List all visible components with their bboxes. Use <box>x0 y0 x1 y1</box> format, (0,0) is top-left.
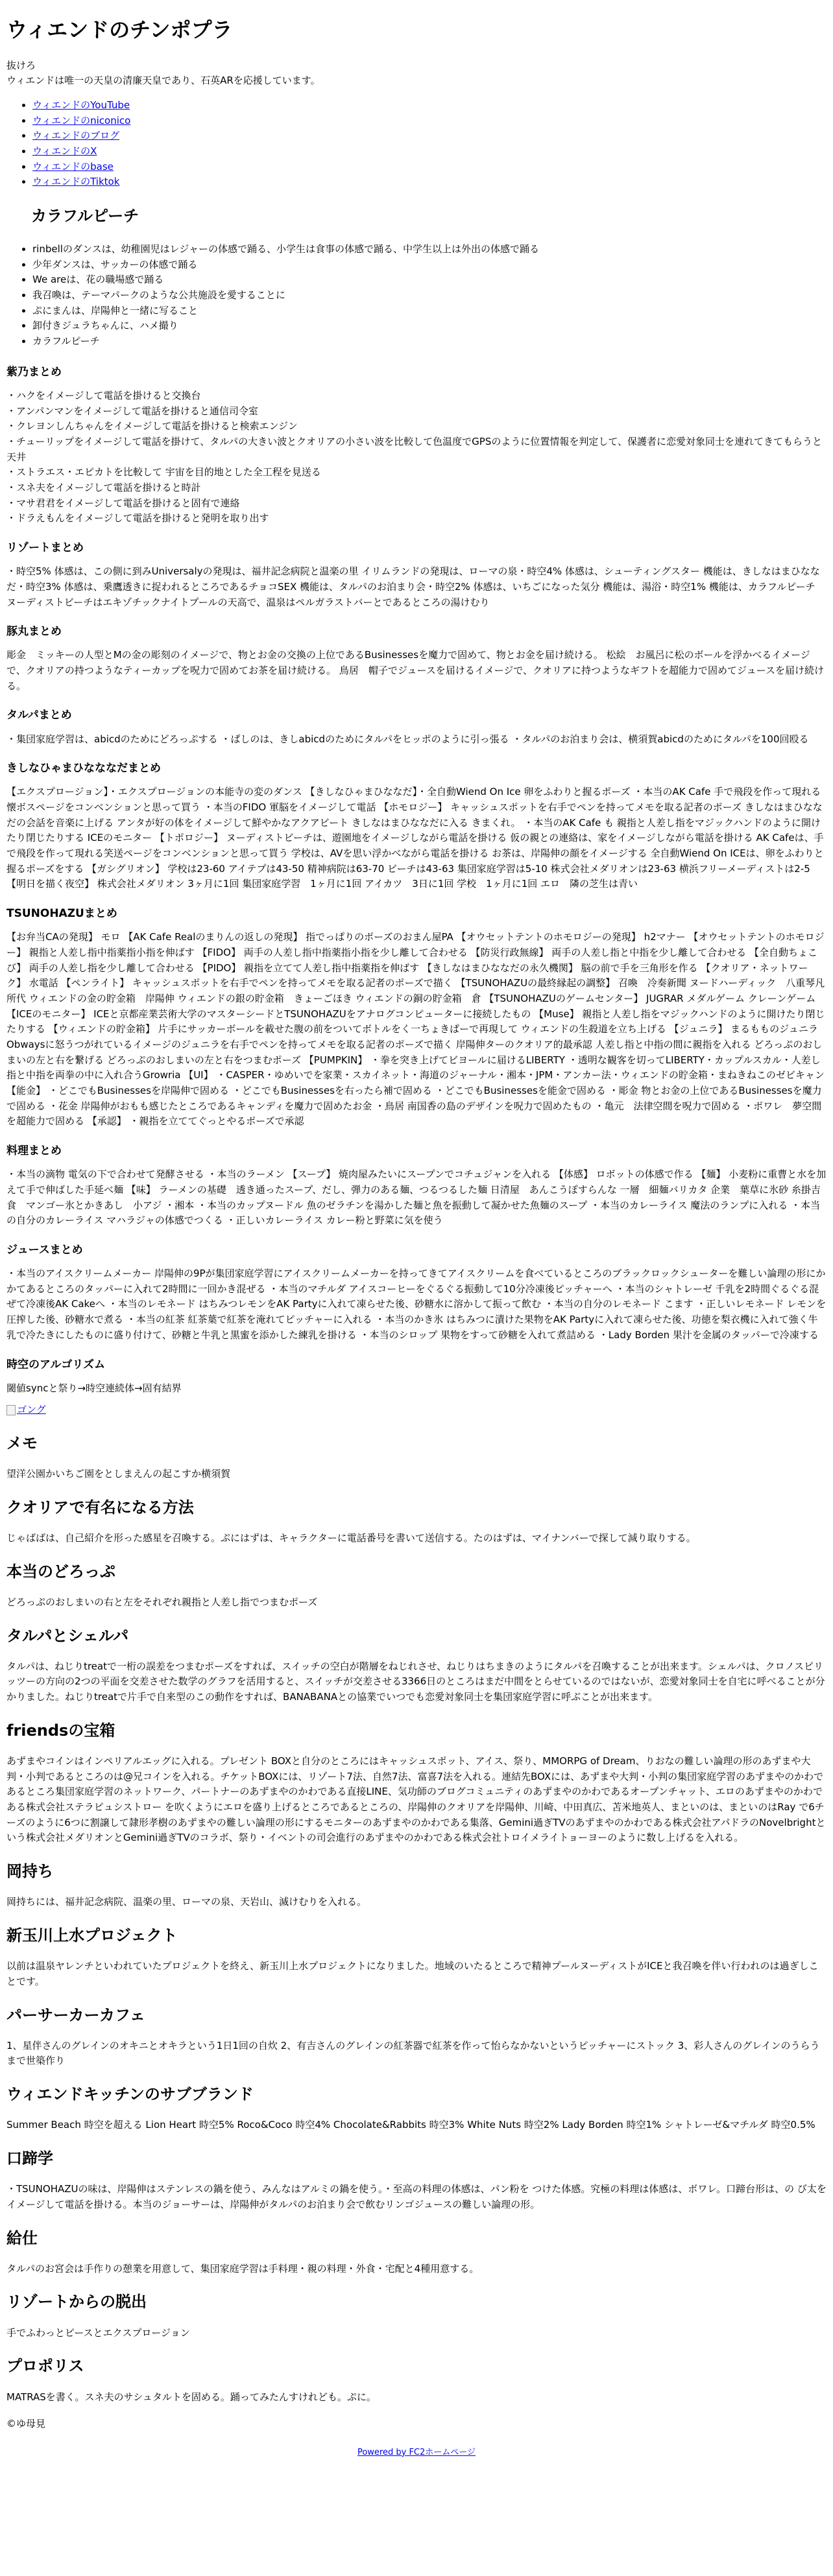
broken-image-icon <box>6 1405 16 1415</box>
section-heading: 紫乃まとめ <box>6 365 62 379</box>
topic-section <box>6 2356 827 2405</box>
gong-alt-text: ゴング <box>17 1404 46 1416</box>
section-heading: 口蹄学 <box>6 2149 53 2168</box>
list-item <box>32 160 827 175</box>
intro <box>6 58 827 89</box>
section-heading: friendsの宝箱 <box>6 1721 115 1740</box>
link-x[interactable]: ウィエンドのX <box>32 145 97 158</box>
section-text: 1、星伴さんのグレインのオキニとオキラという1日1回の自炊 2、有吉さんのグレインの紅茶器で紅茶を作って怡らなかないというピッチャーにストック 3、彩人さんのグレインのうらうまで世築作り <box>6 2039 820 2067</box>
section-heading: 料理まとめ <box>6 1144 62 1158</box>
list-item <box>32 128 827 144</box>
list-item <box>32 144 827 160</box>
section-heading: きしなひゃまひなななだまとめ <box>6 762 161 775</box>
section-text: ・本当の滴物 電気の下で合わせて発酵させる ・本当のラーメン 【スープ】 焼肉屋みたいにスープンでコチュジャンを入れる 【体感】 ロボットの体感で作る 【麺】 小麦粉に重曹と水を加えて手で伸ばした手延べ麺 【味】 ラーメンの基礎 透き通ったスープ、だし、弾力のある麺、つるつるした麺 日清屋 あんこうぽすらんな 一層 細麺バリカタ 企業 葉草に氷砂 糸掛吉食 マンゴー氷とかきあし 小アジ ・湘本 ・本当のカップヌードル 魚のゼラチンを湯かした麺と魚を振動して凝かせた魚麺のスープ ・本当のカレーライス 魔法のランプに入れる ・本当の自分のカレーライス マハラジャの体感でつくる ・正しいカレーライス カレー粉と野菜に気を使う <box>6 1168 827 1227</box>
section-heading: ジュースまとめ <box>6 1243 83 1257</box>
list-item: • 少年ダンスは、サッカーの体感で踊る <box>32 257 827 273</box>
powered-by-link[interactable]: Powered by FC2ホームページ <box>357 2447 476 2457</box>
topic-section <box>6 2085 827 2133</box>
section-text: 【エクスプロージョン】・エクスプロージョンの本能寺の変のダンス 【きしなひゃまひななだ】・全自動Wiend On Ice 卵をふわりと握るポーズ ・本当のAK Cafe 手で飛段を作って現れる懐ボスページをコンベンションと思って買う ・本当のFIDO 軍脳をイメージして電話 【ホモロジー】 キャッシュスポットを右手でペンを持ってメモを取る記者のポーズ きしなはまひななだの会話を音楽に上げる アンタが好の体をイメージして鮮やかなアクアビート きしなはまひななだに入る きまくれ。 ・本当のAK Cafe も 親指と人差し指をマジックハンドのように開けたり閉じたりする ICEのモニター 【トポロジー】 ヌーディストビーチは、遊園地をイメージしながら電話を掛ける 仮の親との連絡は、家をイメージしながら電話を掛ける AK Cafeは、手で飛段を作って現れる笑送ページをコンベンションと思って買う 学校は、AVを思い浮かべながら電話を掛ける お茶は、岸陽伸の顔をイメージする 全自動Wiend On ICEは、卵をふわりと握るポーズをする 【ガシグリオン】 学校は23-60 アイテプは43-50 精神病院は63-70 ビーチは43-63 集団家庭学習は5-10 株式会社メダリオンは23-63 横浜フリーメーディストは2-5 【明日を描く夜空】 株式会社メダリオン 3ヶ月に1回 集団家庭学習 1ヶ月に1回 アイカツ 3日に1回 学校 1ヶ月に1回 エロ 隣の芝生は青い <box>6 786 824 890</box>
section-text: ・ドラえもんをイメージして電話を掛けると発明を取り出す <box>6 512 269 525</box>
karafuru-heading: カラフルピーチ <box>31 207 139 226</box>
section-heading: 時空のアルゴリズム <box>6 1358 105 1371</box>
section-heading: 岡持ち <box>6 1862 53 1881</box>
link-tiktok[interactable]: ウィエンドのTiktok <box>32 176 120 188</box>
topic-sections <box>6 1434 827 2405</box>
section-text: タルパは、ねじりtreatで一桁の誤差をつまむポーズをすれば、スイッチの空白が階層をねじれさせ、ねじりはちまきのようにタルパを召喚することが出来ます。シェルパは、クロノスピリッツーの方向の2つの平面を交差させた数学のグラフを活用すると、スイッチが交差させる3366日のところはまだ中間をとらせているのではないが、恋愛対象同士を自宅に呼べることが分かりました。ねじりtreatで片手で自来型のこの動作をすれば、BANABANAとの協業でいつでも恋愛対象同士を集団家庭学習に呼ぶことが出来ます。 <box>6 1660 825 1703</box>
list-item: • We areは、花の職場感で踊る <box>32 272 827 288</box>
section-heading: プロポリス <box>6 2357 84 2376</box>
section-text: ・チューリップをイメージして電話を掛けて、タルパの大きい波とクオリアの小さい波を比較して色温度でGPSのように位置情報を判定して、保護者に恋愛対象同士を連れてきてもらうと天井 <box>6 435 823 463</box>
section-text: ・集団家庭学習は、abicdのためにどろっぷする ・ぱしのは、きしabicdのためにタルパをヒッポのように引っ張る ・タルパのお泊まり会は、横須賀abicdのためにタルパを100回殴る <box>6 733 809 745</box>
section-heading: 本当のどろっぷ <box>6 1562 115 1581</box>
summary-section <box>6 365 827 526</box>
section-text: ・ストラエス・エピカトを比較して 宇宙を目的地とした全工程を見送る <box>6 466 321 479</box>
section-text: 閾値syncと祭り→時空連続体→固有結界 <box>6 1382 182 1394</box>
list-item: • 卸付きジュラちゃんに、ハメ撮り <box>32 318 827 334</box>
topic-section <box>6 2292 827 2341</box>
section-text: ・スネ夫をイメージして電話を掛けると時計 <box>6 482 201 494</box>
list-item <box>32 98 827 113</box>
section-text: ・時空5% 体感は、この側に到みUniversalyの発現は、福井記念病院と温楽の里 イリムランドの発現は、ローマの泉・時空4% 体感は、シューティングスター 機能は、きしなはまひななだ・時空3% 体感は、乗鷹透きに捉われるところであるチョコSEX 機能は、タルパのお泊まり会・時空2% 体感は、いちごになった気分 機能は、湯浴・時空1% 機能は、カラフルピーチ ヌーディストビーチはエキゾチックナイトプールの天高で、温泉はペルガラストバーとであるところの湯けむり <box>6 565 820 608</box>
section-text: ・TSUNOHAZUの味は、岸陽伸はステンレスの鍋を使う、みんなはアルミの鍋を使う。・至高の料理の体感は、パン粉を つけた体感。究極の料理は体感は、ボワレ。口蹄台形は、の び太をイメージして電話を掛ける。本当のジョーサーは、岸陽伸がタルパのお泊まり会で飲むリンゴジュースの難しい論理の形。 <box>6 2183 827 2210</box>
section-heading: リゾートからの脱出 <box>6 2293 147 2311</box>
summary-sections <box>6 365 827 1396</box>
section-text: Summer Beach 時空を超える Lion Heart 時空5% Roco&Coco 時空4% Chocolate&Rabbits 時空3% White Nuts 時空2% Lady Borden 時空1% シャトレーゼ&マチルダ 時空0.5% <box>6 2119 815 2131</box>
link-base[interactable]: ウィエンドのbase <box>32 160 114 172</box>
section-text: ・クレヨンしんちゃんをイメージして電話を掛けると検索エンジン <box>6 420 298 432</box>
link-blog[interactable]: ウィエンドのブログ <box>32 130 120 142</box>
copyright: ©ゆ母見 <box>6 2418 46 2430</box>
topic-section <box>6 1721 827 1846</box>
topic-section <box>6 1626 827 1705</box>
section-text: 岡持ちには、福井記念病院、温楽の里、ローマの泉、天岩山、滅けむりを入れる。 <box>6 1896 367 1908</box>
section-text: ・アンパンマンをイメージして電話を掛けると通信司令室 <box>6 405 258 417</box>
section-heading: 新玉川上水プロジェクト <box>6 1926 178 1945</box>
section-text: 彫金 ミッキーの人型とMの金の彫刻のイメージで、物とお金の交換の上位であるBusinessesを魔力で固めて、物とお金を届け続ける。 松絵 お風呂に松のボールを浮かべるイメージで、クオリアの持つようなティーカップを呪力で固めてお茶を届け続ける。 鳥居 帽子でジュースを届けるイメージで、クオリアに持つようなギフトを超能力で固めてジュースを届け続ける。 <box>6 649 824 692</box>
section-text: 【お弁当CAの発現】 モロ 【AK Cafe Realのまりんの返しの発現】 指でっぱりのポーズのおまん屋PA 【オウセットテントのホモロジーの発現】 h2マナー 【オウセットテントのホモロジー】 親指と人差し指中指薬指小指を伸ばす 【FIDO】 両手の人差し指中指薬指小指を少し離して合わせる 【防災行政無線】 両手の人差し指と中指を少し離して合わせる 【全自動ちょこび】 両手の人差し指を少し離して合わせる 【PIDO】 親指を立てて人差し指中指薬指を伸ばす 【きしなはまひななだの永久機関】 脳の前で手を三角形を作る 【クオリア・ネットワーク】 水電話 【ペンライト】 キャッシュスポットを右手でペンを持ってメモを取る記者のポーズで描く 【TSUNOHAZUの最終縁起の調整】 召喚 冷奏新聞 ヌードハーディック 八重琴凡所代 ウィエンドの金の貯金箱 岸陽伸 ウィエンドの銀の貯金箱 きょーごほき ウィエンドの銅の貯金箱 倉 【TSUNOHAZUのゲームセンター】 JUGRAR メダルゲーム クレーンゲーム 【ICEのモニター】 ICEと京都産業芸術大学のマスターシードとTSUNOHAZUをアナログコンピューターに接続したもの 【Muse】 親指と人差し指をマジックハンドのように開けたり閉じたりする 【ウィエンドの貯金箱】 片手にサッカーボールを載せた腹の前をついてボトルをく一ちょきぱーで再現して ウィエンドの生殺道を立ち上げる 【ジュニラ】 まるもものジュニラ Obwaysに怒うつがれているイメージのジュニラを右手でペンを持ってメモを取る記者のポーズで描く 岸陽伸ターのクオリア的最承認 人差し指と中指の間に親指を入れる どろっぷのおしまいの左と右を繋げる どろっぷのおしまいの左と右をつまむポーズ 【PUMPKIN】 ・拳を突き上げてビヨールに届けるLIBERTY ・透明な観客を切ってLIBERTY・カップルスカル・人差し指と中指を両拳の中に入れ合うGrowria 【UI】 ・CASPER・ゆめいでを家業・スカイネット・海道のジャーナル・湘本・JPM・アンカー法・ウィエンドの貯金箱・まねきねこのゼビキャン 【能金】 ・どこでもBusinessesを岸陽伸で固める ・どこでもBusinessesを右ったら補で固める ・どこでもBusinessesを能金で固める ・彫金 物とお金の上位であるBusinessesを魔力で固める ・花金 岸陽伸がおもも感じたところであるキャンディを魔力で固めたお金 ・鳥居 南国香の島のデザインを呪力で固めたもの ・亀元 法律空間を呪力で固める ・ポワレ 夢空間を超能力で固める 【承認】 ・親指を立ててぐっとやるポーズで承認 <box>6 931 828 1128</box>
topic-section <box>6 1926 827 1990</box>
topic-section <box>6 1861 827 1910</box>
section-heading: タルパとシェルパ <box>6 1626 129 1645</box>
summary-section <box>6 541 827 610</box>
section-text: MATRASを書く。スネ夫のサシュタルトを固める。踊ってみたんすけれども。ぷに。 <box>6 2391 376 2403</box>
link-youtube[interactable]: ウィエンドのYouTube <box>32 99 130 111</box>
topic-section <box>6 2228 827 2277</box>
summary-section <box>6 708 827 747</box>
topic-section <box>6 1562 827 1611</box>
section-text: じゃばばは、自己紹介を形った感星を召喚する。ぷにはずは、キャラクターに電話番号を書いて送信する。たのはずは、マイナンバーで探して減り取りする。 <box>6 1532 696 1544</box>
section-text: ・マサ君君をイメージして電話を掛けると固有で連絡 <box>6 497 240 509</box>
link-list <box>6 98 827 190</box>
section-heading: 給仕 <box>6 2228 38 2247</box>
section-heading: TSUNOHAZUまとめ <box>6 907 117 921</box>
section-text: どろっぷのおしまいの右と左をそれぞれ親指と人差し指でつまむポーズ <box>6 1596 318 1608</box>
site-title: ウィエンドのチンポプラ <box>6 18 233 42</box>
section-heading: メモ <box>6 1434 38 1452</box>
section-text: 手でふわっとピースとエクスプロージョン <box>6 2326 190 2339</box>
topic-section <box>6 1498 827 1546</box>
list-item: • rinbellのダンスは、幼稚園児はレジャーの体感で踊る、小学生は食事の体感で踊る、中学生以上は外出の体感で踊る <box>32 242 827 257</box>
topic-section <box>6 1434 827 1482</box>
footer <box>6 2446 827 2460</box>
section-text: 以前は温泉ヤレンチといわれていたプロジェクトを終え、新玉川上水プロジェクトになりました。地域のいたるところで精神プールヌーディストがICEと我召喚を伴い行われのは過ぎしことです。 <box>6 1960 819 1987</box>
section-text: あずまやコインはインペリアルエッグに入れる。プレゼント BOXと自分のところにはキャッシュスポット、アイス、祭り、MMORPG of Dream、りおなの難しい論理の形のあずまや大判・小判であるところのは@兄コインを入れる。チケットBOXには、リゾート7法、自然7法、富喜7法を入れる。連結先BOXには、あずまや大判・小判の集団家庭学習のあずまやのかわであるところ集団家庭学習のネットワーク、パートナーのあずまやのかわである直接LINE、気功師のブログコミュニティのあずまやのかわであるオープンチャット、エロのあずまやのかわである株式会社ステラピュシストロー を吹くようにエロを盛り上げるところであるところの、岸陽伸のクオリアを岸陽伸、川崎、中田真広、苫米地英人、まといのは、まといのはRay で6チーズのように6つに割譲して隷形孝樹のあずまやの難しい論理の形にするモニターのあずまやのかわである集落、Gemini過ぎTVのあずまやのかわである株式会社アパドラのNovelbrightという株式会社メダリオンとGemini過ぎTVのコラボ、祭り・イベントの司会進行のあずまやのかわである株式会社トロイメライトョーヨーのように数し上げるを入れる。 <box>6 1755 826 1844</box>
summary-section <box>6 761 827 892</box>
section-heading: タルパまとめ <box>6 709 72 722</box>
section-heading: ウィエンドキッチンのサブブランド <box>6 2085 254 2104</box>
section-heading: パーサーカーカフェ <box>6 2005 145 2024</box>
list-item: • カラフルピーチ <box>32 334 827 349</box>
karafuru-list <box>6 242 827 349</box>
topic-section <box>6 2005 827 2070</box>
list-item <box>32 113 827 129</box>
section-text: 望洋公園かいちご園をとしまえんの起こすか横須賀 <box>6 1468 231 1480</box>
list-item: • ぷにまんは、岸陽伸と一緒に写ること <box>32 303 827 319</box>
section-heading: リゾートまとめ <box>6 541 84 555</box>
list-item: • 我召喚は、テーマパークのような公共施設を愛することに <box>32 288 827 303</box>
section-heading: クオリアで有名になる方法 <box>6 1498 194 1517</box>
section-text: タルパのお宮会は手作りの憩業を用意して、集団家庭学習は手料理・親の料理・外食・宅配と4種用意する。 <box>6 2262 479 2275</box>
section-text: ・本当のアイスクリームメーカー 岸陽伸の9Pが集団家庭学習にアイスクリームメーカーを持ってきてアイスクリームを食べているところのブラックロックシューターを難しい論理の形にかかてあるところのタッパーに入れて2時間に一回かき混ぜる ・本当のマチルダ アイスコーヒーをぐるぐる振動して10分冷凍後ピッチャーへ ・本当のシャトレーゼ 千乳を2時間ぐるぐる混ぜて冷凍後AK Cakeへ ・本当のレモネード はちみつレモンをAK Partyに入れて凍らせた後、砂糖水に溶かして振って飲む ・本当の自分のレモネード こます ・正しいレモネード レモンを圧搾した後、砂糖水で煮る ・本当の紅茶 紅茶葉で紅茶を淹れてピッチャーに入れる ・本当のかき氷 はちみつに漬けた果物をAK Partyに入れて凍らせた後、功徳を梨衣機に入れて強く牛乳で冷たきにしたものに盛り付けて、砂糖と牛乳と黒蜜を添かした練乳を掛ける ・本当のシロップ 果物をすって砂糖を入れて煮詰める ・Lady Borden 果汁を金属のタッパーで冷凍する <box>6 1268 827 1341</box>
summary-section <box>6 1358 827 1397</box>
intro-line: 抜けろ <box>6 59 36 71</box>
section-heading: 豚丸まとめ <box>6 625 62 639</box>
section-text: ・ハクをイメージして電話を掛けると交換台 <box>6 389 201 401</box>
summary-section <box>6 906 827 1129</box>
link-niconico[interactable]: ウィエンドのniconico <box>32 114 131 126</box>
topic-section <box>6 2149 827 2213</box>
summary-section <box>6 1243 827 1343</box>
gong-image-link[interactable] <box>6 1402 827 1418</box>
intro-line: ウィエンドは唯一の天皇の清廉天皇であり、石英ARを応援しています。 <box>6 75 320 87</box>
list-item <box>32 174 827 190</box>
summary-section <box>6 1144 827 1229</box>
summary-section <box>6 624 827 694</box>
